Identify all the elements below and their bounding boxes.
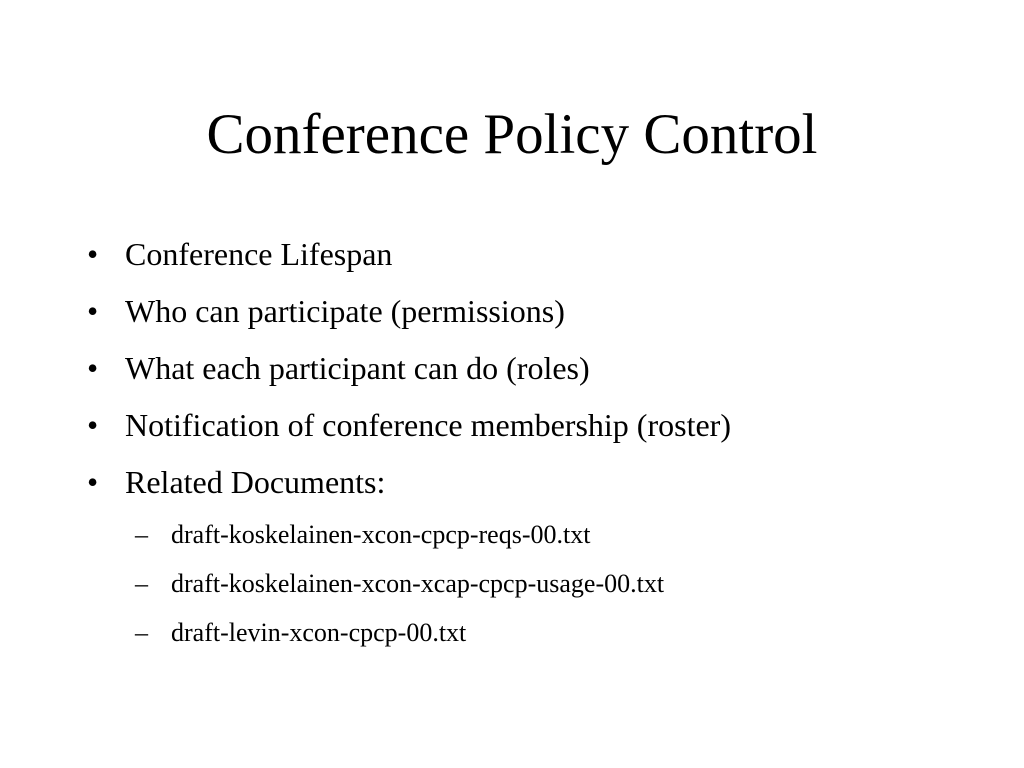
bullet-text: What each participant can do (roles) [125,350,590,386]
sub-bullet-marker: – [135,520,148,549]
sub-bullet-text: draft-koskelainen-xcon-xcap-cpcp-usage-00.txt [171,569,665,598]
bullet-text: Conference Lifespan [125,236,393,272]
bullet-marker: • [87,236,99,272]
bullet-marker: • [87,464,99,500]
slide-title: Conference Policy Control [206,103,818,166]
sub-bullet-text: draft-koskelainen-xcon-cpcp-reqs-00.txt [171,520,591,549]
bullet-text: Notification of conference membership (roster) [125,407,731,443]
bullet-marker: • [87,407,99,443]
bullet-marker: • [87,293,99,329]
bullet-marker: • [87,350,99,386]
sub-bullet-marker: – [135,618,148,647]
bullet-text: Related Documents: [125,464,386,500]
bullet-text: Who can participate (permissions) [125,293,565,329]
sub-bullet-marker: – [135,569,148,598]
sub-bullet-text: draft-levin-xcon-cpcp-00.txt [171,618,467,647]
